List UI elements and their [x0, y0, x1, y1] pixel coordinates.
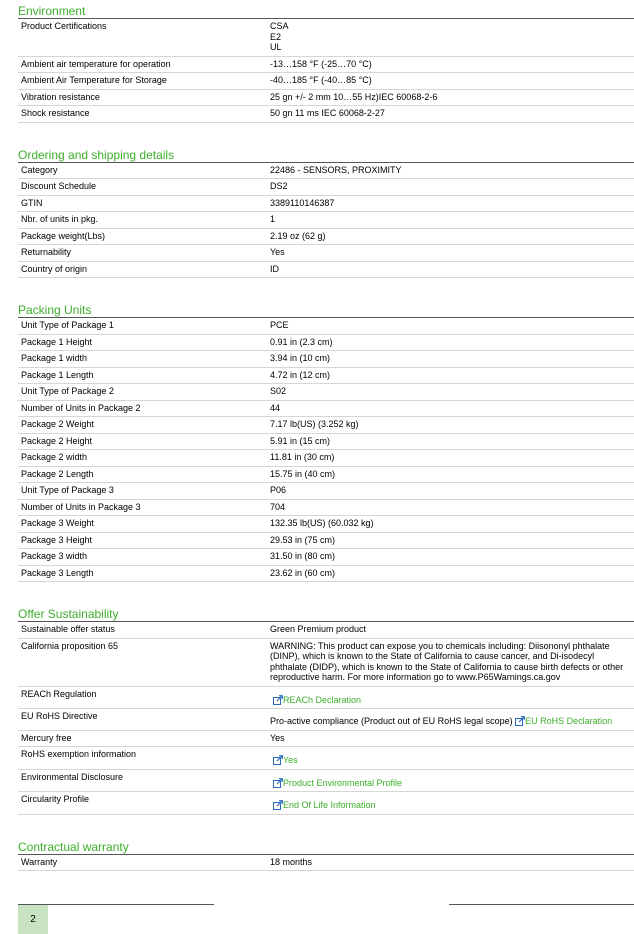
- spec-row: [18, 384, 634, 401]
- section-title: Environment: [18, 0, 634, 19]
- section-spacer: [18, 278, 634, 299]
- spec-row: [18, 549, 634, 566]
- spec-value-text: 25 gn +/- 2 mm 10…55 Hz)IEC 60068-2-6: [270, 91, 438, 102]
- spec-row: [18, 90, 634, 107]
- spec-value-text: DS2: [270, 181, 288, 191]
- section-ordering-and-shipping-details: [18, 144, 634, 279]
- spec-value: [270, 337, 634, 348]
- spec-label: Number of Units in Package 3: [21, 501, 141, 512]
- spec-value-text: 50 gn 11 ms IEC 60068-2-27: [270, 108, 385, 118]
- spec-value: [270, 198, 634, 209]
- spec-label: Number of Units in Package 2: [21, 402, 141, 413]
- spec-value-text: WARNING: This product can expose you to chemicals including: Diisononyl phthalate (DINP), which is known to the State of California to cause cancer, and Di-isodecyl phthalate (DIDP), which is known to the State of California to cause birth defects or other reproductive harm. For more information go to www.P65Warnings.ca.gov: [270, 640, 624, 682]
- spec-value: [270, 92, 634, 103]
- document-link[interactable]: [273, 778, 402, 788]
- spec-label: Package 2 width: [21, 452, 88, 462]
- spec-value-text: CSA E2 UL: [270, 21, 289, 52]
- spec-value-text: -13…158 °F (-25…70 °C): [270, 58, 372, 69]
- spec-row: [18, 622, 634, 639]
- spec-value-text: 7.17 lb(US) (3.252 kg): [270, 419, 359, 429]
- spec-label: Unit Type of Package 2: [21, 386, 114, 396]
- spec-value: [270, 452, 634, 463]
- spec-value: [270, 436, 634, 447]
- spec-row: [18, 417, 634, 434]
- spec-value-text: 5.91 in (15 cm): [270, 435, 331, 446]
- spec-value: [270, 502, 634, 513]
- spec-value: [270, 231, 634, 242]
- spec-label: Ambient air temperature for operation: [21, 58, 171, 69]
- spec-value: [270, 857, 634, 868]
- spec-row: [18, 229, 634, 246]
- document-link[interactable]: [273, 755, 298, 765]
- spec-value-text: 23.62 in (60 cm): [270, 567, 336, 578]
- spec-value-text: 31.50 in (80 cm): [270, 551, 336, 561]
- spec-row: [18, 709, 634, 731]
- spec-value: [270, 485, 634, 496]
- spec-value: [270, 75, 634, 86]
- spec-row: [18, 19, 634, 57]
- spec-row: [18, 106, 634, 123]
- spec-value-text: 704: [270, 501, 286, 512]
- spec-label: Ambient Air Temperature for Storage: [21, 75, 167, 85]
- spec-row: [18, 792, 634, 815]
- external-link-icon: [273, 778, 282, 787]
- document-link-label: REACh Declaration: [283, 694, 362, 705]
- spec-row: [18, 731, 634, 748]
- section-spacer: [18, 815, 634, 836]
- spec-row: [18, 245, 634, 262]
- section-title: Packing Units: [18, 299, 634, 318]
- spec-value: [270, 181, 634, 192]
- spec-label: Package 2 Length: [21, 468, 94, 479]
- external-link-icon: [273, 695, 282, 704]
- spec-label: REACh Regulation: [21, 688, 97, 699]
- spec-row: [18, 770, 634, 793]
- spec-value-text: 22486 - SENSORS, PROXIMITY: [270, 164, 402, 175]
- spec-label: RoHS exemption information: [21, 749, 137, 759]
- datasheet-page: [18, 0, 634, 871]
- spec-value: [270, 624, 634, 635]
- spec-value: [270, 264, 634, 275]
- spec-label: Package 3 Height: [21, 534, 93, 545]
- spec-row: [18, 450, 634, 467]
- section-packing-units: [18, 299, 634, 582]
- spec-value-text: 3.94 in (10 cm): [270, 353, 331, 363]
- spec-value-text: S02: [270, 386, 287, 396]
- spec-label: Package weight(Lbs): [21, 230, 106, 241]
- spec-value: [270, 733, 634, 744]
- spec-value: [270, 711, 634, 727]
- spec-value-text: Pro-active compliance (Product out of EU RoHS legal scope): [270, 716, 513, 726]
- spec-value-text: 15.75 in (40 cm): [270, 468, 336, 479]
- spec-row: [18, 163, 634, 180]
- document-link[interactable]: [515, 716, 612, 726]
- spec-label: Package 3 Weight: [21, 518, 94, 528]
- spec-row: [18, 687, 634, 710]
- spec-value: [270, 749, 634, 766]
- spec-label: Unit Type of Package 3: [21, 485, 114, 495]
- spec-value: [270, 551, 634, 562]
- document-link-label: Yes: [283, 755, 298, 765]
- spec-row: [18, 73, 634, 90]
- spec-value-text: Green Premium product: [270, 624, 367, 634]
- spec-value-text: 4.72 in (12 cm): [270, 369, 331, 380]
- spec-label: Warranty: [21, 856, 58, 867]
- document-link-label: End Of Life Information: [283, 800, 376, 810]
- spec-value: [270, 689, 634, 706]
- spec-value: [270, 772, 634, 789]
- spec-value: [270, 469, 634, 480]
- spec-row: [18, 262, 634, 279]
- spec-value-text: -40…185 °F (-40…85 °C): [270, 75, 372, 85]
- spec-value: [270, 21, 634, 53]
- spec-label: Unit Type of Package 1: [21, 320, 114, 330]
- spec-label: Package 2 Weight: [21, 419, 94, 429]
- spec-row: [18, 179, 634, 196]
- spec-value-text: 29.53 in (75 cm): [270, 534, 336, 545]
- spec-row: [18, 855, 634, 872]
- document-link[interactable]: [273, 800, 376, 810]
- section-spacer: [18, 582, 634, 603]
- spec-value-text: 0.91 in (2.3 cm): [270, 336, 333, 347]
- spec-label: Discount Schedule: [21, 181, 97, 191]
- spec-label: Mercury free: [21, 732, 72, 743]
- spec-value: [270, 419, 634, 430]
- spec-value: [270, 247, 634, 258]
- page-number: 2: [18, 905, 48, 934]
- spec-row: [18, 196, 634, 213]
- spec-row: [18, 401, 634, 418]
- spec-label: Package 3 Length: [21, 567, 94, 578]
- spec-label: Returnability: [21, 247, 72, 257]
- spec-row: [18, 516, 634, 533]
- section-environment: [18, 0, 634, 123]
- spec-value-text: Yes: [270, 247, 285, 257]
- spec-value-text: Yes: [270, 732, 285, 743]
- spec-value: [270, 214, 634, 225]
- document-link-label: Product Environmental Profile: [283, 777, 403, 788]
- spec-row: [18, 533, 634, 550]
- spec-row: [18, 212, 634, 229]
- section-title: Offer Sustainability: [18, 603, 634, 622]
- spec-label: Environmental Disclosure: [21, 771, 124, 782]
- spec-row: [18, 351, 634, 368]
- spec-label: Category: [21, 164, 58, 175]
- spec-row: [18, 368, 634, 385]
- external-link-icon: [273, 800, 282, 809]
- section-spacer: [18, 123, 634, 144]
- spec-value-text: 132.35 lb(US) (60.032 kg): [270, 518, 374, 528]
- spec-value: [270, 641, 634, 683]
- spec-label: Country of origin: [21, 263, 88, 274]
- spec-value-text: 18 months: [270, 856, 313, 867]
- spec-value-text: 11.81 in (30 cm): [270, 452, 335, 462]
- section-title: Contractual warranty: [18, 836, 634, 855]
- spec-value: [270, 165, 634, 176]
- spec-value: [270, 320, 634, 331]
- document-link-label: EU RoHS Declaration: [525, 716, 613, 726]
- spec-value: [270, 386, 634, 397]
- spec-value: [270, 535, 634, 546]
- spec-value-text: 44: [270, 402, 281, 413]
- spec-label: California proposition 65: [21, 640, 119, 651]
- spec-value: [270, 518, 634, 529]
- spec-value-text: 3389110146387: [270, 197, 335, 208]
- spec-label: EU RoHS Directive: [21, 711, 98, 721]
- spec-row: [18, 57, 634, 74]
- spec-value-text: 2.19 oz (62 g): [270, 230, 326, 241]
- spec-label: Sustainable offer status: [21, 624, 115, 634]
- spec-label: Shock resistance: [21, 108, 90, 118]
- spec-value-text: ID: [270, 263, 279, 274]
- spec-value: [270, 108, 634, 119]
- spec-row: [18, 467, 634, 484]
- spec-row: [18, 639, 634, 687]
- document-link[interactable]: [273, 695, 361, 705]
- external-link-icon: [273, 755, 282, 764]
- external-link-icon: [515, 716, 524, 725]
- spec-label: Package 3 width: [21, 551, 88, 561]
- spec-row: [18, 566, 634, 583]
- spec-label: Package 1 Height: [21, 336, 93, 347]
- spec-row: [18, 318, 634, 335]
- spec-row: [18, 483, 634, 500]
- section-title: Ordering and shipping details: [18, 144, 634, 163]
- spec-label: Vibration resistance: [21, 91, 100, 102]
- spec-row: [18, 434, 634, 451]
- spec-row: [18, 500, 634, 517]
- spec-row: [18, 747, 634, 770]
- spec-value: [270, 403, 634, 414]
- spec-value-text: P06: [270, 485, 287, 495]
- section-offer-sustainability: [18, 603, 634, 815]
- section-contractual-warranty: [18, 836, 634, 872]
- spec-label: GTIN: [21, 197, 43, 208]
- spec-value-text: PCE: [270, 320, 289, 330]
- spec-label: Package 1 width: [21, 353, 88, 363]
- spec-value: [270, 370, 634, 381]
- spec-label: Product Certifications: [21, 21, 107, 31]
- spec-row: [18, 335, 634, 352]
- spec-label: Circularity Profile: [21, 794, 90, 804]
- spec-label: Package 2 Height: [21, 435, 93, 446]
- spec-value: [270, 568, 634, 579]
- spec-label: Package 1 Length: [21, 369, 94, 380]
- spec-value-text: 1: [270, 214, 276, 224]
- spec-value: [270, 59, 634, 70]
- spec-value: [270, 794, 634, 811]
- spec-label: Nbr. of units in pkg.: [21, 214, 99, 224]
- footer-rule-right: [449, 904, 634, 905]
- spec-value: [270, 353, 634, 364]
